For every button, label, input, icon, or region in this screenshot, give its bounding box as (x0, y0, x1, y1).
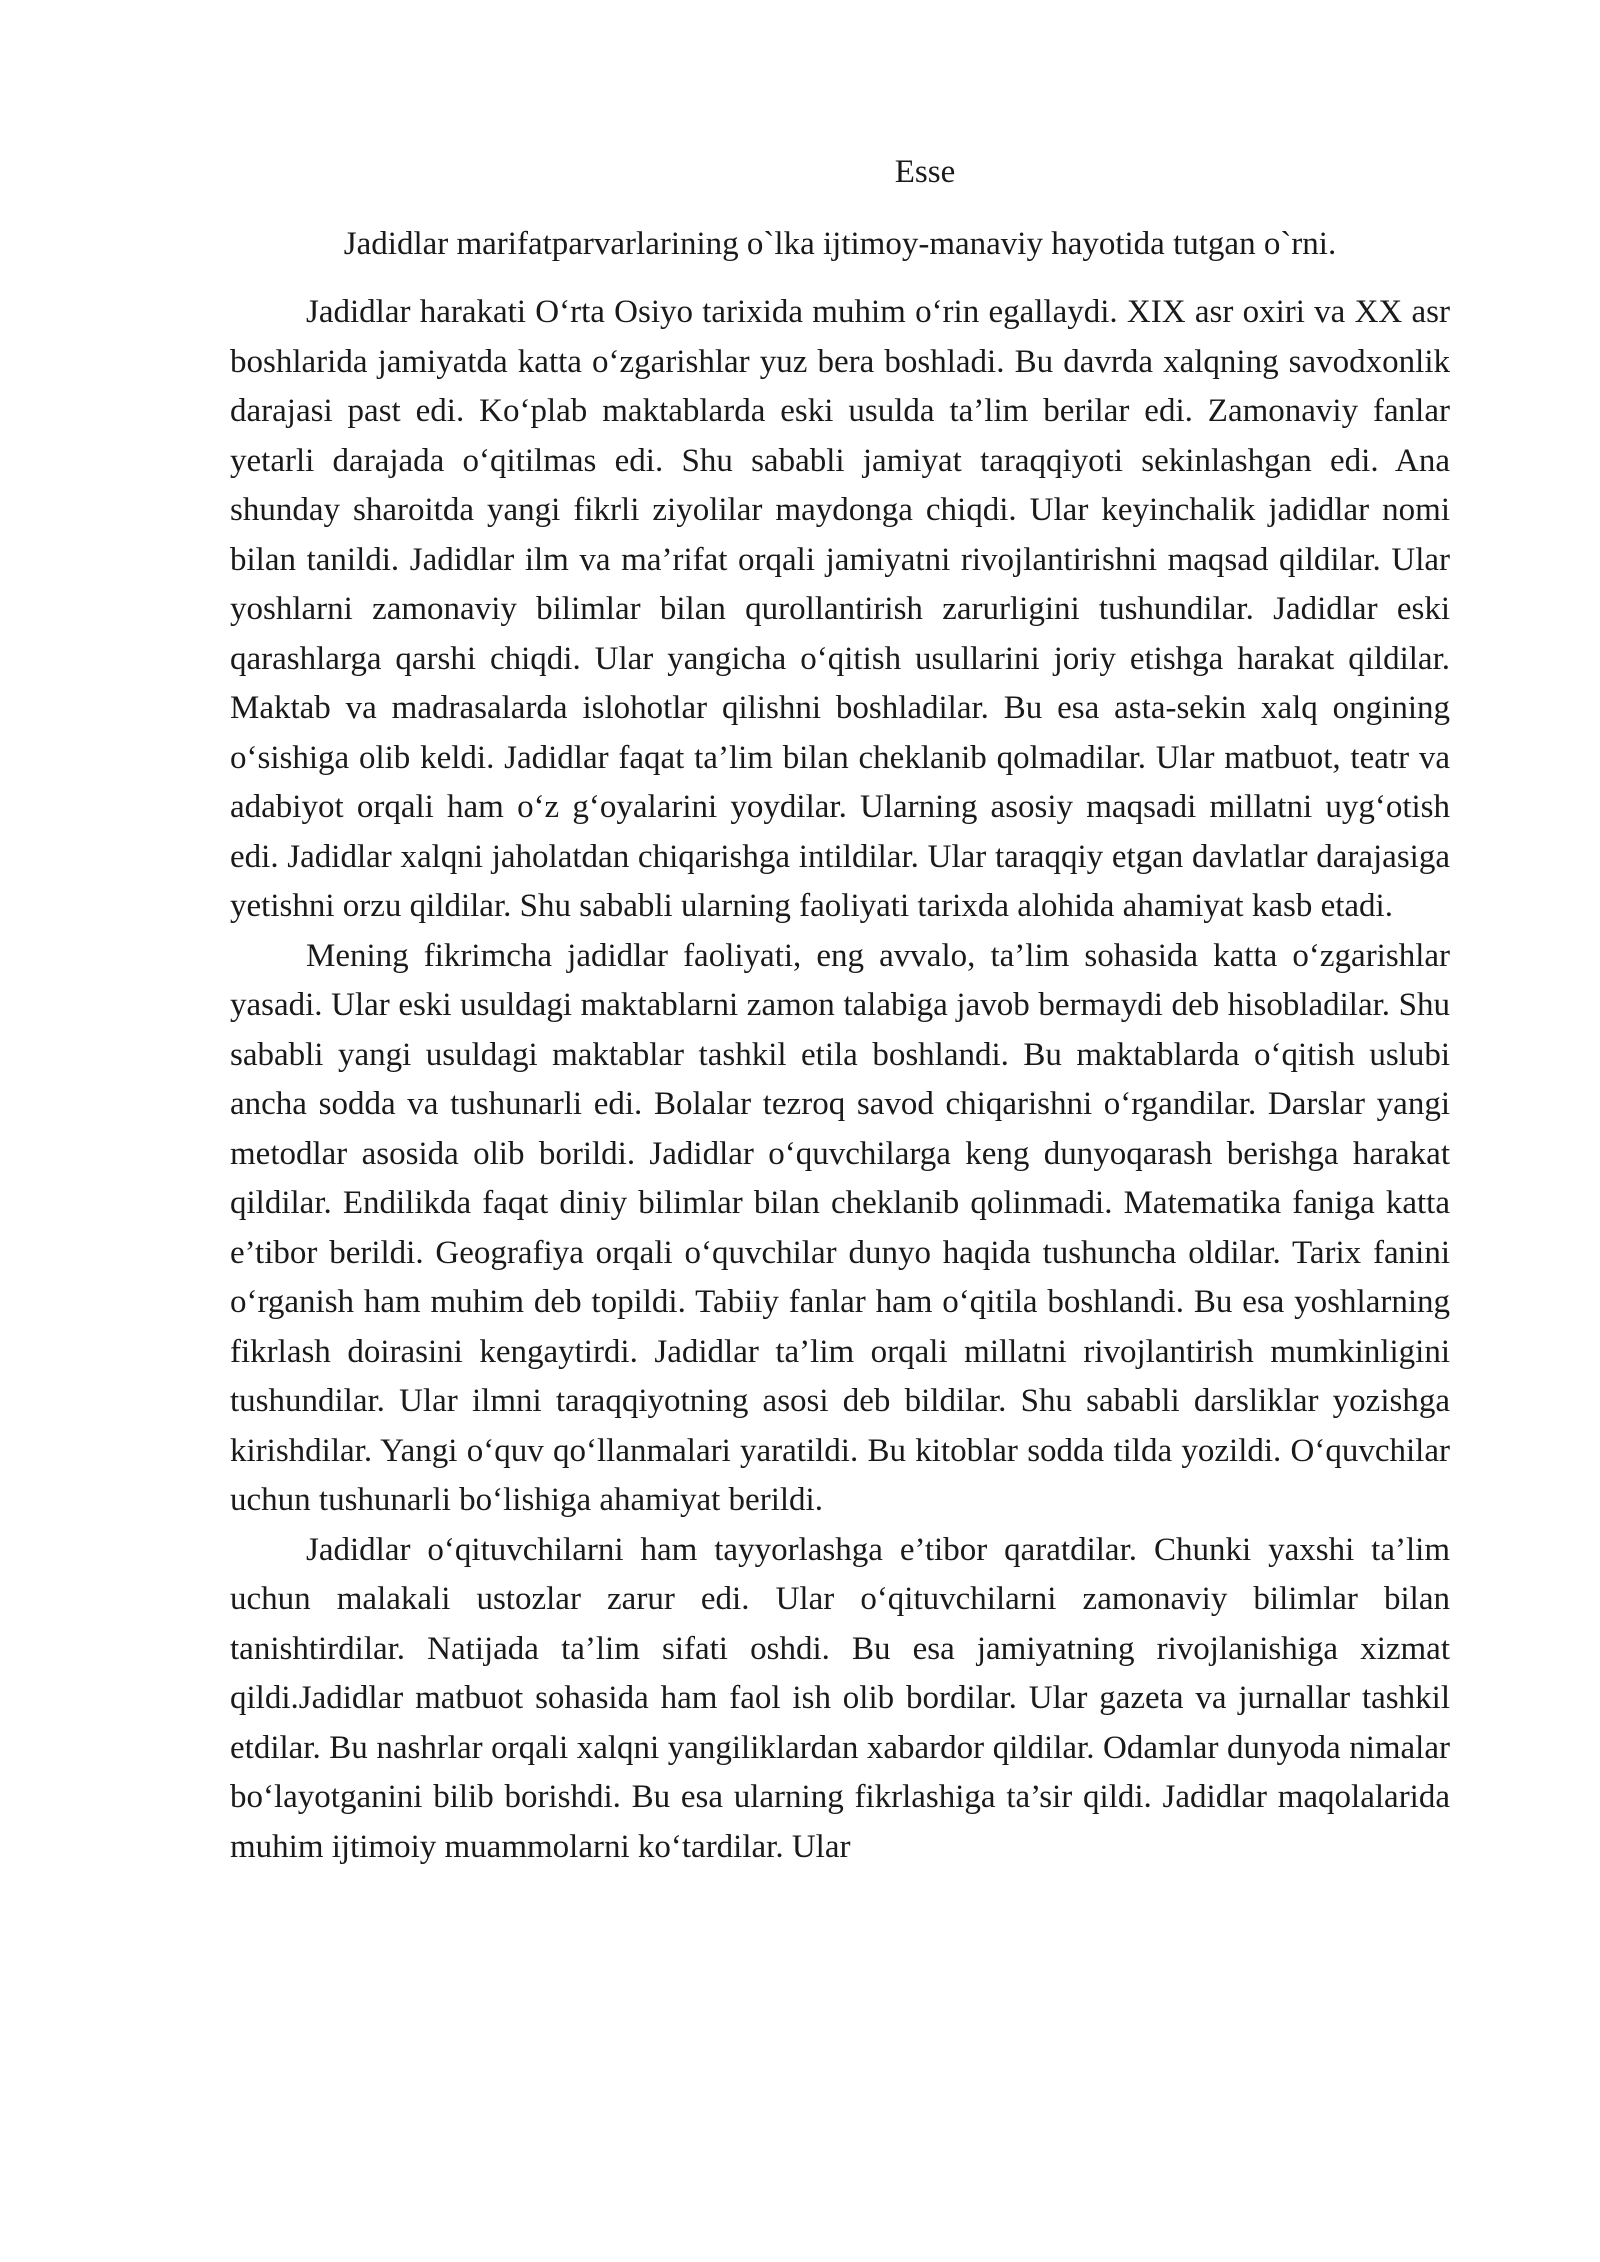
document-title: Jadidlar marifatparvarlarining o`lka ijtimoy-manaviy hayotida tutgan o`rni. (343, 225, 1337, 262)
paragraph-3: Jadidlar o‘qituvchilarni ham tayyorlashga e’tibor qaratdilar. Chunki yaxshi ta’lim uchun malakali ustozlar zarur edi. Ular o‘qituvchilarni zamonaviy bilimlar bilan tanishtirdilar. Natijada ta’lim sifati oshdi. Bu esa jamiyatning rivojlanishiga xizmat qildi.Jadidlar matbuot sohasida ham faol ish olib bordilar. Ular gazeta va jurnallar tashkil etdilar. Bu nashrlar orqali xalqni yangiliklardan xabardor qildilar. Odamlar dunyoda nimalar bo‘layotganini bilib borishdi. Bu esa ularning fikrlashiga ta’sir qildi. Jadidlar maqolalarida muhim ijtimoiy muammolarni ko‘tardilar. Ular (230, 1531, 1450, 1865)
document-label: Esse (894, 154, 956, 190)
document-body (230, 148, 1450, 1872)
paragraph-2: Mening fikrimcha jadidlar faoliyati, eng avvalo, ta’lim sohasida katta o‘zgarishlar yasadi. Ular eski usuldagi maktablarni zamon talabiga javob bermaydi deb hisobladilar. Shu sababli yangi usuldagi maktablar tashkil etila boshlandi. Bu maktablarda o‘qitish uslubi ancha sodda va tushunarli edi. Bolalar tezroq savod chiqarishni o‘rgandilar. Darslar yangi metodlar asosida olib borildi. Jadidlar o‘quvchilarga keng dunyoqarash berishga harakat qildilar. Endilikda faqat diniy bilimlar bilan cheklanib qolinmadi. Matematika faniga katta e’tibor berildi. Geografiya orqali o‘quvchilar dunyo haqida tushuncha oldilar. Tarix fanini o‘rganish ham muhim deb topildi. Tabiiy fanlar ham o‘qitila boshlandi. Bu esa yoshlarning fikrlash doirasini kengaytirdi. Jadidlar ta’lim orqali millatni rivojlantirish mumkinligini tushundilar. Ular ilmni taraqqiyotning asosi deb bildilar. Shu sababli darsliklar yozishga kirishdilar. Yangi o‘quv qo‘llanmalari yaratildi. Bu kitoblar sodda tilda yozildi. O‘quvchilar uchun tushunarli bo‘lishiga ahamiyat berildi. (230, 937, 1450, 1518)
paragraph-1: Jadidlar harakati O‘rta Osiyo tarixida muhim o‘rin egallaydi. XIX asr oxiri va XX asr boshlarida jamiyatda katta o‘zgarishlar yuz bera boshladi. Bu davrda xalqning savodxonlik darajasi past edi. Ko‘plab maktablarda eski usulda ta’lim berilar edi. Zamonaviy fanlar yetarli darajada o‘qitilmas edi. Shu sababli jamiyat taraqqiyoti sekinlashgan edi. Ana shunday sharoitda yangi fikrli ziyolilar maydonga chiqdi. Ular keyinchalik jadidlar nomi bilan tanildi. Jadidlar ilm va ma’rifat orqali jamiyatni rivojlantirishni maqsad qildilar. Ular yoshlarni zamonaviy bilimlar bilan qurollantirish zarurligini tushundilar. Jadidlar eski qarashlarga qarshi chiqdi. Ular yangicha o‘qitish usullarini joriy etishga harakat qildilar. Maktab va madrasalarda islohotlar qilishni boshladilar. Bu esa asta-sekin xalq ongining o‘sishiga olib keldi. Jadidlar faqat ta’lim bilan cheklanib qolmadilar. Ular matbuot, teatr va adabiyot orqali ham o‘z g‘oyalarini yoydilar. Ularning asosiy maqsadi millatni uyg‘otish edi. Jadidlar xalqni jaholatdan chiqarishga intildilar. Ular taraqqiy etgan davlatlar darajasiga yetishni orzu qildilar. Shu sababli ularning faoliyati tarixda alohida ahamiyat kasb etadi. (230, 294, 1450, 924)
